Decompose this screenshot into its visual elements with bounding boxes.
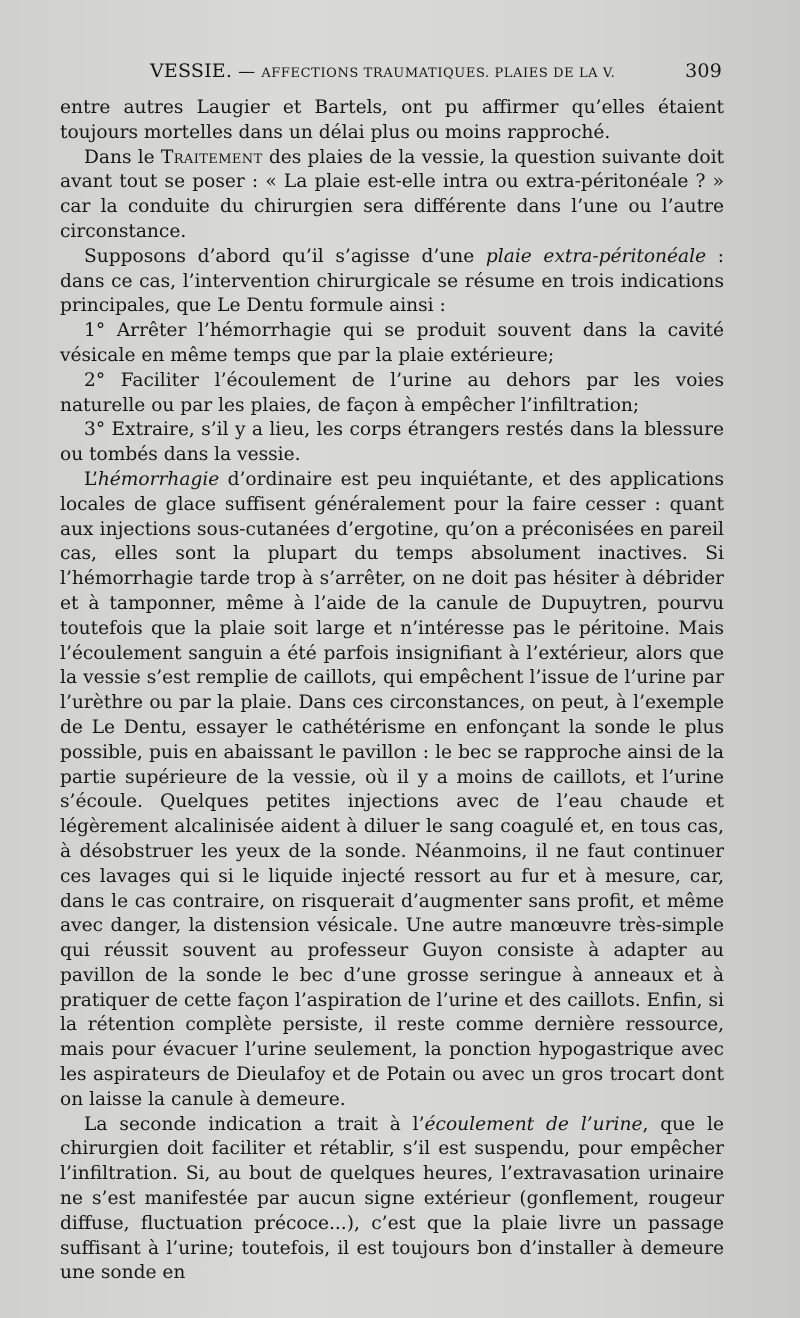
paragraph-seconde-indication	[60, 1113, 724, 1287]
paragraph-3-start: Supposons d’abord qu’il s’agisse d’une	[84, 245, 486, 267]
paragraph-8-rest: , que le chirurgien doit faciliter et rétablir, s’il est suspendu, pour empêcher l’infiltration. Si, au bout de quelques heures, l’extravasation urinaire ne s’est manifestée par aucun signe extérieur (gonflement, rougeur diffuse, fluctuation précoce...), c’est que la plaie livre un passage suffisant à l’urine; toutefois, il est toujours bon d’installer à demeure une sonde en	[60, 1113, 724, 1284]
header-dash: —	[238, 62, 256, 82]
paragraph-1: entre autres Laugier et Bartels, ont pu affirmer qu’elles étaient toujours mortelles dans un délai plus ou moins rapproché.	[60, 97, 724, 143]
page-body	[60, 96, 724, 1286]
extra-peritoneal-italic: plaie extra-péritonéale	[485, 245, 707, 267]
paragraph-7-rest: d’ordinaire est peu inquiétante, et des applications locales de glace suffisent généralement pour la faire cesser : quant aux injections sous-cutanées d’ergotine, qu’on a préconisées en pareil cas, elles sont la plupart du temps absolument inactives. Si l’hémorrhagie tarde trop à s’arrêter, on ne doit pas hésiter à débrider et à tamponner, même à l’aide de la canule de Dupuytren, pourvu toutefois que la plaie soit large et n’intéresse pas le péritoine. Mais l’écoulement sanguin a été parfois insignifiant à l’extérieur, alors que la vessie s’est remplie de caillots, qui empêchent l’issue de l’urine par l’urèthre ou par la plaie. Dans ces circonstances, on peut, à l’exemple de Le Dentu, essayer le cathétérisme en enfonçant la sonde le plus possible, puis en abaissant le pavillon : le bec se rapproche ainsi de la partie supérieure de la vessie, où il y a moins de caillots, et l’urine s’écoule. Quelques petites injections avec de l’eau chaude et légèrement alcalinisée aident à diluer le sang coagulé et, en tous cas, à désobstruer les yeux de la sonde. Néanmoins, il ne faut continuer ces lavages qui si le liquide injecté ressort au fur et à mesure, car, dans le cas contraire, on risquerait d’augmenter sans profit, et même avec danger, la distension vésicale. Une autre manœuvre très-simple qui réussit souvent au professeur Guyon consiste à adapter au pavillon de la sonde le bec d’une grosse seringue à anneaux et à pratiquer de cette façon l’aspiration de l’urine et des caillots. Enfin, si la rétention complète persiste, il reste comme dernière ressource, mais pour évacuer l’urine seulement, la ponction hypogastrique avec les aspirateurs de Dieulafoy et de Potain ou avec un gros trocart dont on laisse la canule à demeure.	[60, 468, 724, 1110]
hemorrhagie-italic: hémorrhagie	[97, 468, 220, 490]
paragraph-2-rest: des plaies de la vessie, la question suivante doit avant tout se poser : « La plaie est-elle intra ou extra-péritonéale ? » car la conduite du chirurgien sera différente dans l’une ou l’autre circonstance.	[60, 146, 724, 242]
running-header	[150, 60, 722, 90]
header-subtitle: AFFECTIONS TRAUMATIQUES. PLAIES DE LA V.	[261, 66, 616, 81]
treatment-smallcaps: Traitement	[160, 146, 263, 168]
indication-2: 2° Faciliter l’écoulement de l’urine au dehors par les voies naturelle ou par les plaies, de façon à empêcher l’infiltration;	[60, 369, 724, 416]
paragraph-3	[60, 245, 724, 319]
page-number: 309	[685, 60, 722, 82]
indication-1: 1° Arrêter l’hémorrhagie qui se produit souvent dans la cavité vésicale en même temps que par la plaie extérieure;	[60, 320, 724, 366]
paragraph-7-start: L’	[84, 468, 98, 490]
indication-3: 3° Extraire, s’il y a lieu, les corps étrangers restés dans la blessure ou tombés dans la vessie.	[60, 419, 724, 466]
ecoulement-italic: écoulement de l’urine	[424, 1113, 643, 1135]
paragraph-hemorrhagie	[60, 468, 724, 1113]
paragraph-3-rest: : dans ce cas, l’intervention chirurgicale se résume en trois indications principales, que Le Dentu formule ainsi :	[60, 245, 724, 317]
header-title: VESSIE.	[150, 60, 233, 82]
paragraph-2-start: Dans le	[84, 146, 161, 168]
paragraph-2	[60, 146, 724, 245]
paragraph-8-start: La seconde indication a trait à l’	[84, 1113, 425, 1135]
